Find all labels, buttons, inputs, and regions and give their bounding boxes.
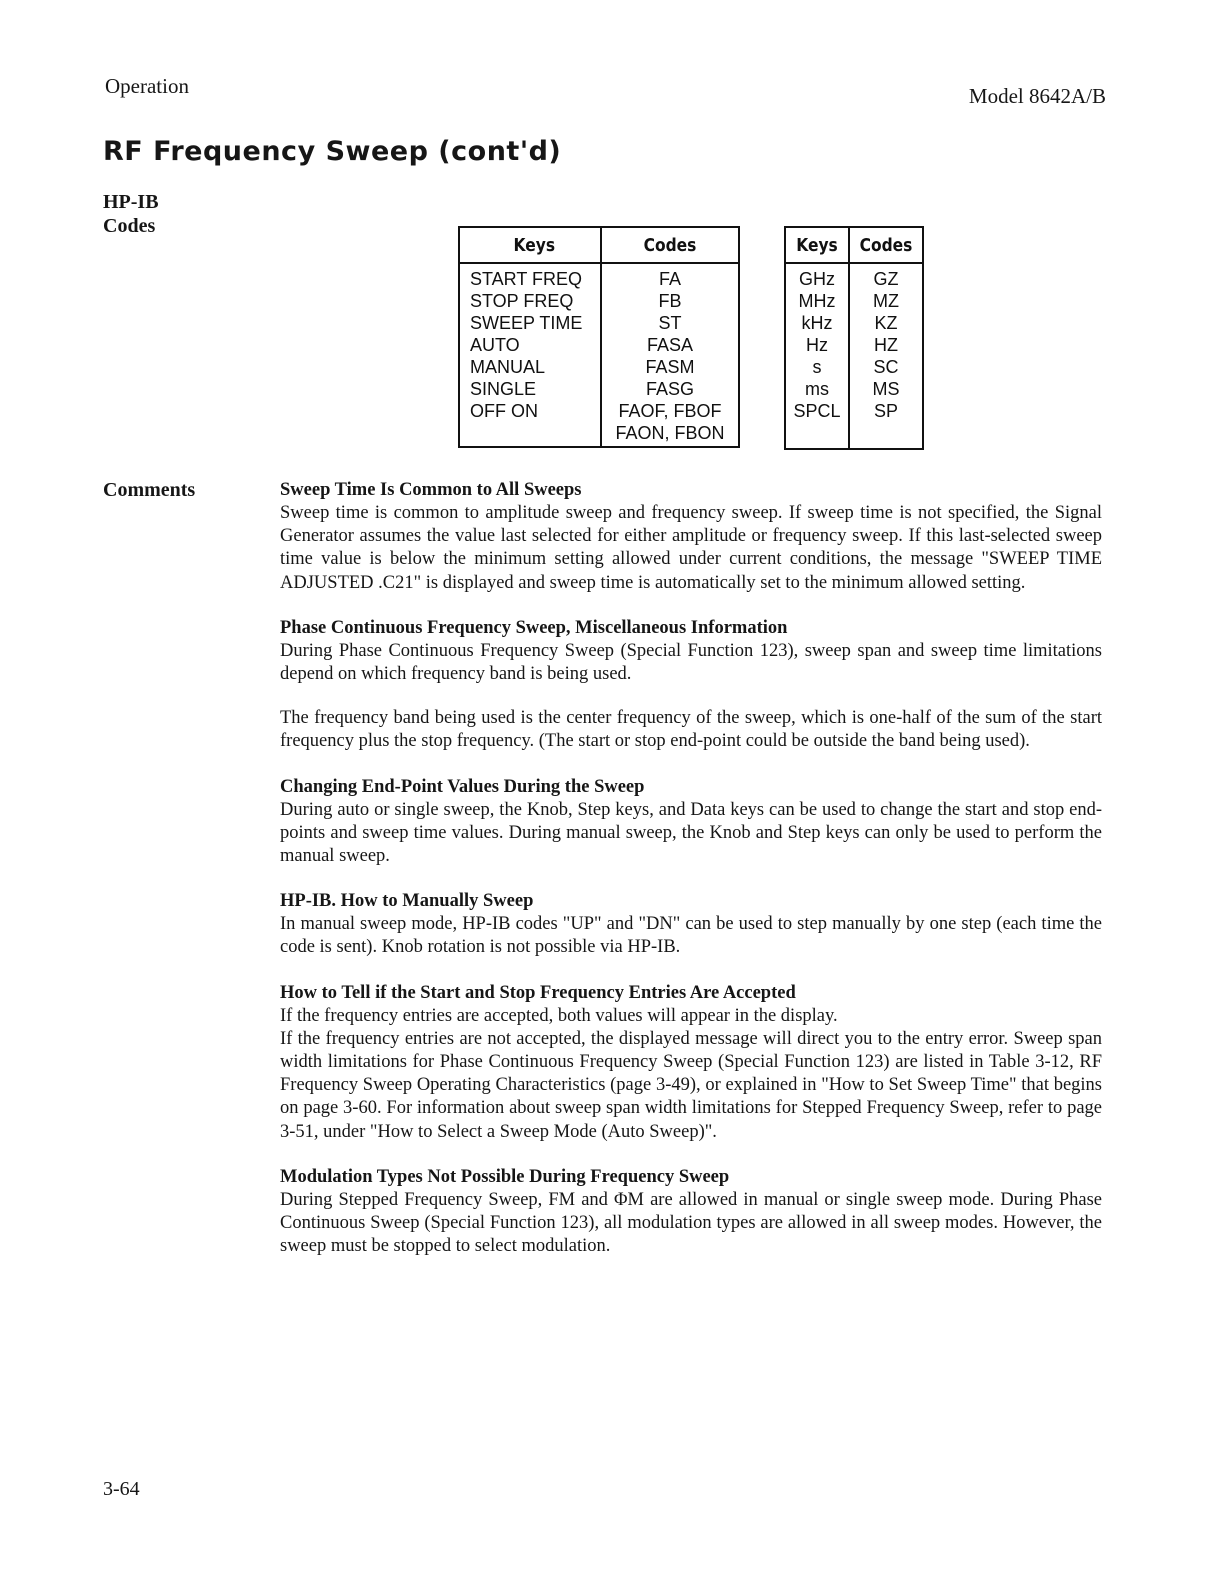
comment-section-title: How to Tell if the Start and Stop Frequency Entries Are Accepted [280,982,796,1003]
comment-paragraph: If the frequency entries are not accepted, the displayed message will direct you to the entry error. Sweep span width limitations for Phase Continuous Frequency Sweep (Special Function 123) are listed in Table 3-12, RF Frequency Sweep Operating Characteristics (page 3-49), or explained in "How to Set Sweep Time" that begins on page 3-60. For information about sweep span width limitations for Stepped Frequency Sweep, refer to page 3-51, under "How to Select a Sweep Mode (Auto Sweep)". [280,1028,1102,1142]
table1-keys-column [459,263,601,447]
table1-key: OFF ON [470,401,538,421]
page-number: 3-64 [103,1478,140,1500]
table2-code: MZ [873,291,899,311]
table1-key: MANUAL [470,357,546,377]
comment-paragraph: During Phase Continuous Frequency Sweep (Special Function 123), sweep span and sweep time limitations depend on which frequency band is being used. [280,640,1102,685]
table1-code: FA [658,269,681,289]
comment-section [280,478,1102,595]
table2-code: SP [873,401,898,421]
table1-key: START FREQ [470,269,583,289]
table2-code: KZ [874,313,898,333]
table1-code: FAON, FBON [615,423,725,443]
table2-code: SC [873,357,899,377]
comment-section [280,981,1102,1144]
table1-code: FAOF, FBOF [618,401,722,421]
table1-key: AUTO [470,335,520,355]
comment-paragraph: If the frequency entries are accepted, both values will appear in the display. [280,1005,838,1026]
comment-section [280,1165,1102,1259]
table2-code: GZ [873,269,899,289]
table1-key: SWEEP TIME [470,313,583,333]
table2-key: MHz [798,291,836,311]
table2-key: Hz [806,335,828,355]
comment-paragraph: During auto or single sweep, the Knob, Step keys, and Data keys can be used to change the start and stop end-points and sweep time values. During manual sweep, the Knob and Step keys can only be used to perform the manual sweep. [280,799,1102,867]
comment-section-title: HP-IB. How to Manually Sweep [280,891,534,912]
table1-code: FASA [646,335,694,355]
comment-paragraph: In manual sweep mode, HP-IB codes "UP" and "DN" can be used to step manually by one step (each time the code is sent). Knob rotation is not possible via HP-IB. [280,914,1102,958]
table2-key: SPCL [793,401,841,421]
comment-section [280,707,1102,753]
table1-code: FASG [645,379,694,399]
table1-code: FASM [645,357,695,377]
table2-code: HZ [874,335,898,355]
table1-key: SINGLE [470,379,537,399]
comment-section [280,889,1102,959]
comment-paragraph: Sweep time is common to amplitude sweep and frequency sweep. If sweep time is not specified, the Signal Generator assumes the value last selected for either amplitude or frequency sweep. If this last-selected sweep time value is below the minimum setting allowed under current conditions, the message "SWEEP TIME ADJUSTED .C21" is displayed and sweep time is automatically set to the minimum allowed setting. [280,503,1102,593]
hpib-heading-line2: Codes [103,215,156,237]
table2-key: s [812,357,822,377]
table2-key: GHz [799,269,835,289]
table2-key: kHz [801,313,833,333]
table1-codes-column [601,263,739,447]
table2-header-keys: Keys [789,227,844,263]
sweep-keys-codes-table [458,226,740,448]
unit-keys-codes-table [784,226,924,450]
table2-key: ms [805,379,829,399]
comments-body [280,478,1102,1279]
table2-header-codes: Codes [854,227,918,263]
comment-section [280,616,1102,686]
hpib-heading-line1: HP-IB [103,191,159,213]
table1-code: ST [658,313,682,333]
table1-key: STOP FREQ [470,291,574,311]
table1-header-codes: Codes [611,227,730,263]
table1-code: FB [658,291,682,311]
comment-paragraph: The frequency band being used is the center frequency of the sweep, which is one-half of the sum of the start frequency plus the stop frequency. (The start or stop end-point could be outside the band being used). [280,708,1102,752]
table1-header-keys: Keys [469,227,591,263]
table2-codes-column [849,263,923,449]
comments-heading: Comments [103,479,196,501]
comment-section-title: Phase Continuous Frequency Sweep, Miscellaneous Information [280,617,788,638]
comment-section-title: Sweep Time Is Common to All Sweeps [280,480,582,500]
hpib-codes-heading [103,190,159,238]
comment-section [280,775,1102,869]
table2-keys-column [785,263,849,449]
running-header-section: Operation [105,74,189,98]
comment-paragraph: During Stepped Frequency Sweep, FM and ΦM are allowed in manual or single sweep mode. During Phase Continuous Sweep (Special Function 123), all modulation types are allowed in all sweep modes. However, the sweep must be stopped to select modulation. [280,1189,1102,1257]
page-title: RF Frequency Sweep (cont'd) [103,136,562,167]
table2-code: MS [872,379,900,399]
running-header-model: Model 8642A/B [968,84,1106,108]
comment-section-title: Changing End-Point Values During the Sweep [280,776,645,797]
comment-section-title: Modulation Types Not Possible During Frequency Sweep [280,1166,730,1187]
